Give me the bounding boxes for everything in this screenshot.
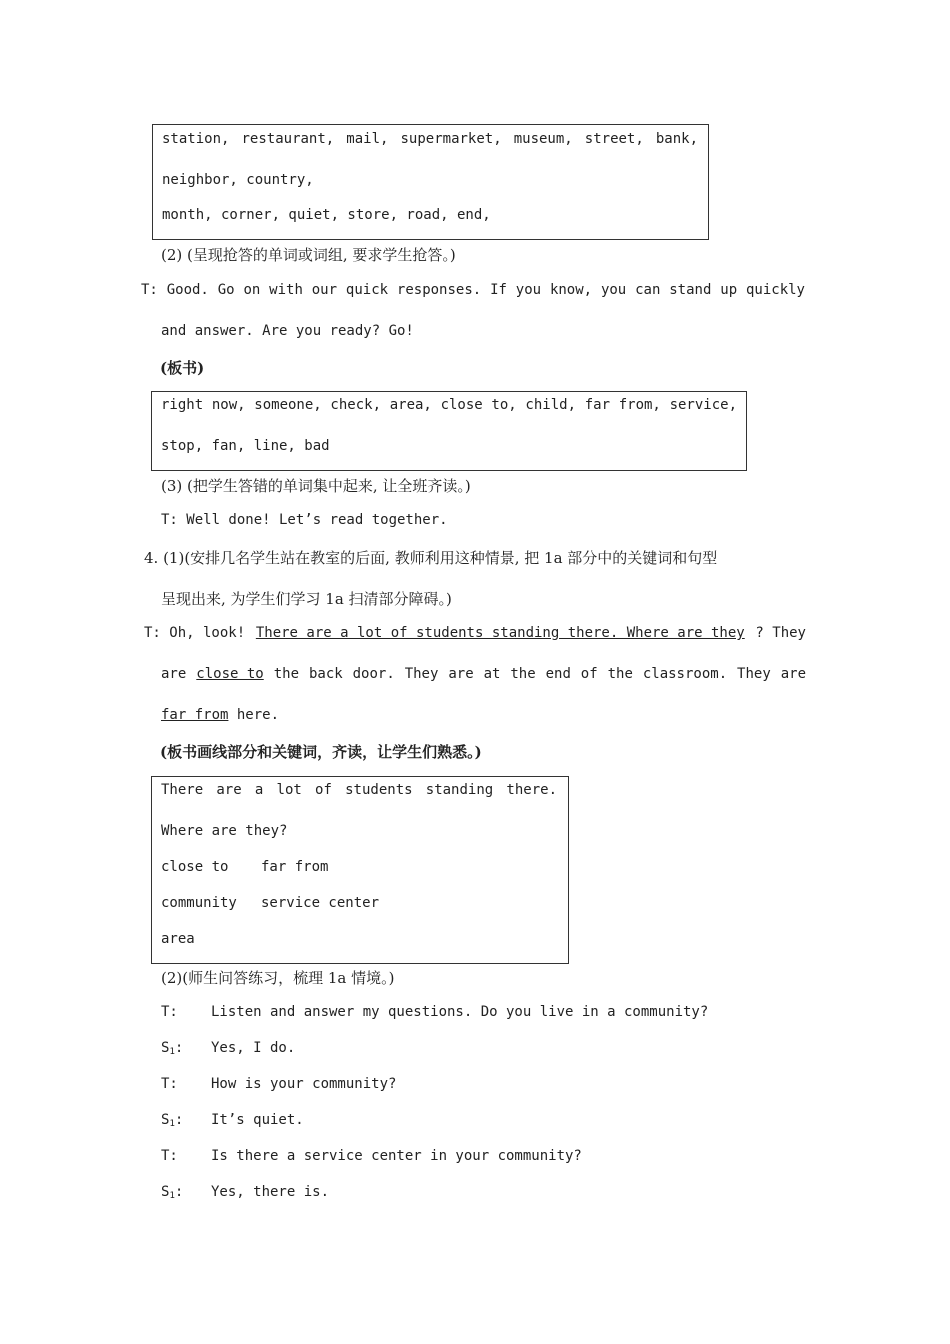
sentence-box-community: community <box>161 895 237 911</box>
vocab-box-2-line-1: right now, someone, check, area, close to, child, far from, service, <box>161 397 737 413</box>
underlined-phrase-students: There are a lot of students standing there. Where are they <box>255 625 745 641</box>
dialog-speaker: $S_1$: <box>161 1040 184 1057</box>
teacher-oh-look-are: are <box>161 666 187 682</box>
teacher-oh-look-here: here. <box>236 707 280 723</box>
underlined-phrase-far-from: far from <box>161 707 229 723</box>
teacher-well-done: T: Well done! Let’s read together. <box>161 512 448 528</box>
dialog-line: It’s quiet. <box>211 1112 304 1128</box>
sentence-box-service-center: service center <box>261 895 380 911</box>
teacher-oh-look-line-1 <box>144 625 806 641</box>
teacher-oh-look-after: ? They <box>755 625 806 641</box>
dialog-line: Listen and answer my questions. Do you live in a community? <box>211 1004 709 1020</box>
board-label-2: (板书画线部分和关键词，齐读，让学生们熟悉。) <box>160 743 482 761</box>
vocab-box-1-line-1: station, restaurant, mail, supermarket, museum, street, bank, <box>162 131 698 147</box>
dialog-speaker: $S_1$: <box>161 1184 184 1201</box>
teacher-oh-look-line-2-rest: the back door. They are at the end of the classroom. They are <box>273 666 806 682</box>
dialog-speaker: T: <box>161 1076 178 1092</box>
sentence-box-far-from: far from <box>261 859 329 875</box>
teacher-oh-look-line-2 <box>161 666 806 682</box>
vocab-box-1-line-3: month, corner, quiet, store, road, end, <box>162 207 491 223</box>
sentence-box-line-1: There are a lot of students standing there. <box>161 782 557 798</box>
underlined-phrase-close-to: close to <box>196 666 264 682</box>
vocab-box-1-line-2: neighbor, country, <box>162 172 314 188</box>
dialog-line: Is there a service center in your community? <box>211 1148 582 1164</box>
board-label-1: (板书) <box>160 359 205 377</box>
dialog-speaker: $S_1$: <box>161 1112 184 1129</box>
dialog-line: Yes, I do. <box>211 1040 296 1056</box>
teacher-good-line-2: and answer. Are you ready? Go! <box>161 323 414 339</box>
sentence-box-line-2: Where are they? <box>161 823 288 839</box>
dialog-line: How is your community? <box>211 1076 397 1092</box>
vocab-box-2-line-2: stop, fan, line, bad <box>161 438 330 454</box>
sentence-box <box>151 776 569 964</box>
sentence-box-area: area <box>161 931 195 947</box>
sentence-box-close-to: close to <box>161 859 229 875</box>
item-4-line-2: 呈现出来, 为学生们学习 1a 扫清部分障碍。) <box>161 590 452 608</box>
step-4-2-instruction: (2)(师生问答练习，梳理 1a 情境。) <box>161 969 395 987</box>
vocab-box-2 <box>151 391 747 471</box>
dialog-line: Yes, there is. <box>211 1184 330 1200</box>
step-2-instruction: (2) (呈现抢答的单词或词组, 要求学生抢答。) <box>161 246 456 264</box>
teacher-oh-look-prefix: T: Oh, look! <box>144 625 246 641</box>
dialog-speaker: T: <box>161 1004 178 1020</box>
teacher-oh-look-line-3 <box>161 707 279 723</box>
vocab-box-1 <box>152 124 709 240</box>
item-4-line-1: 4. (1)(安排几名学生站在教室的后面, 教师利用这种情景, 把 1a 部分中的关键词和句型 <box>144 549 718 567</box>
teacher-good-line-1: T: Good. Go on with our quick responses. If you know, you can stand up quickly <box>141 282 805 298</box>
dialog-speaker: T: <box>161 1148 178 1164</box>
step-3-instruction: (3) (把学生答错的单词集中起来, 让全班齐读。) <box>161 477 471 495</box>
